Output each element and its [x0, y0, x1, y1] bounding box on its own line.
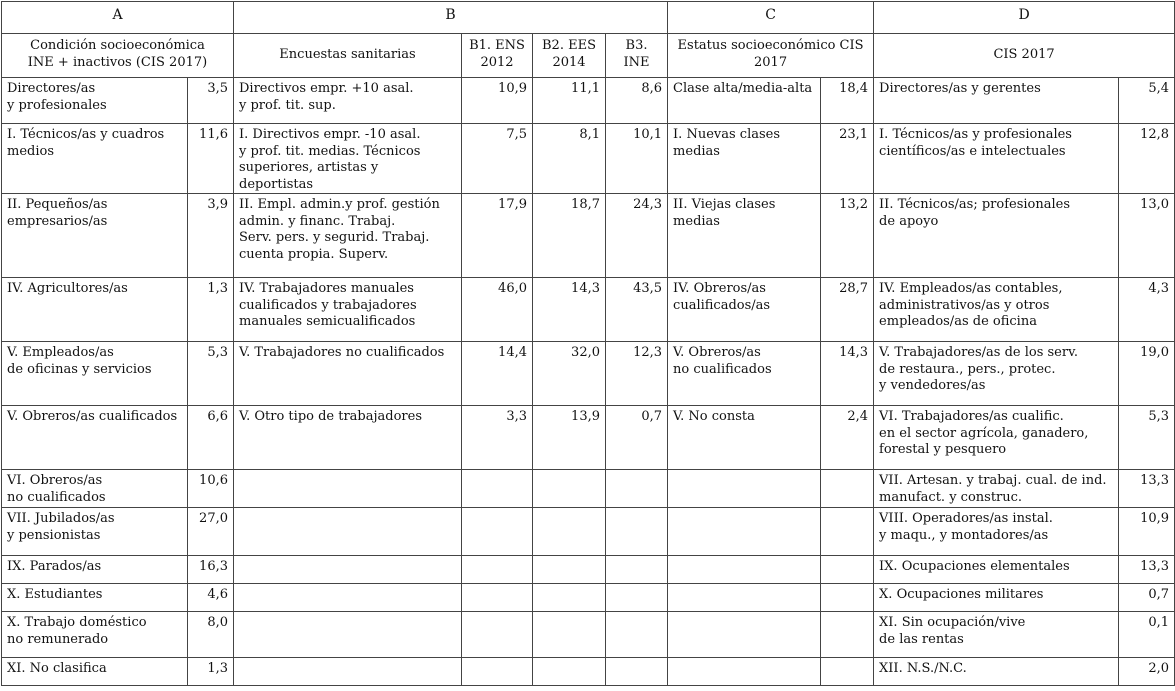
cell-d-value: 13,3	[1119, 556, 1175, 584]
table-row	[2, 556, 1175, 584]
cell-b-label: V. Otro tipo de trabajadores	[234, 406, 462, 470]
header-b1-ens-2012: B1. ENS 2012	[462, 34, 533, 78]
column-header-row	[2, 34, 1175, 78]
cell-c-value: 23,1	[821, 124, 874, 194]
cell-b1-value: 3,3	[462, 406, 533, 470]
header-condicion-socioeconomica: Condición socioeconómica INE + inactivos (CIS 2017)	[2, 34, 234, 78]
cell-b3-value: 0,7	[606, 406, 668, 470]
cell-b1-value: 14,4	[462, 342, 533, 406]
cell-b2-value	[533, 508, 606, 556]
cell-b-label	[234, 612, 462, 658]
cell-c-label: V. Obreros/as no cualificados	[668, 342, 821, 406]
cell-d-value: 19,0	[1119, 342, 1175, 406]
table-row	[2, 342, 1175, 406]
cell-b-label	[234, 584, 462, 612]
cell-c-value	[821, 584, 874, 612]
cell-b1-value	[462, 612, 533, 658]
cell-c-value: 18,4	[821, 78, 874, 124]
cell-b2-value: 32,0	[533, 342, 606, 406]
cell-a-value: 6,6	[188, 406, 234, 470]
cell-a-label: II. Pequeños/as empresarios/as	[2, 194, 188, 278]
cell-b1-value: 7,5	[462, 124, 533, 194]
cell-b1-value: 10,9	[462, 78, 533, 124]
table-row	[2, 194, 1175, 278]
cell-d-value: 12,8	[1119, 124, 1175, 194]
cell-a-label: IV. Agricultores/as	[2, 278, 188, 342]
cell-b2-value	[533, 612, 606, 658]
cell-d-label: VI. Trabajadores/as cualific. en el sector agrícola, ganadero, forestal y pesquero	[874, 406, 1119, 470]
cell-b-label: V. Trabajadores no cualificados	[234, 342, 462, 406]
header-estatus-socioeconomico: Estatus socioeconómico CIS 2017	[668, 34, 874, 78]
cell-a-label: I. Técnicos/as y cuadros medios	[2, 124, 188, 194]
cell-b2-value: 14,3	[533, 278, 606, 342]
cell-c-value: 2,4	[821, 406, 874, 470]
table-row	[2, 124, 1175, 194]
table-row	[2, 584, 1175, 612]
cell-a-value: 27,0	[188, 508, 234, 556]
cell-a-value: 3,5	[188, 78, 234, 124]
cell-b-label: Directivos empr. +10 asal. y prof. tit. sup.	[234, 78, 462, 124]
header-b3-ine: B3. INE	[606, 34, 668, 78]
cell-d-label: II. Técnicos/as; profesionales de apoyo	[874, 194, 1119, 278]
cell-b2-value: 18,7	[533, 194, 606, 278]
column-letter-c: C	[668, 2, 874, 34]
cell-d-label: X. Ocupaciones militares	[874, 584, 1119, 612]
socioeconomic-classification-table	[1, 1, 1175, 686]
cell-d-value: 4,3	[1119, 278, 1175, 342]
cell-a-value: 8,0	[188, 612, 234, 658]
cell-c-value	[821, 612, 874, 658]
cell-c-label	[668, 612, 821, 658]
table-row	[2, 470, 1175, 508]
cell-a-label: Directores/as y profesionales	[2, 78, 188, 124]
cell-b2-value	[533, 556, 606, 584]
cell-b3-value	[606, 612, 668, 658]
cell-b3-value	[606, 470, 668, 508]
cell-b-label	[234, 556, 462, 584]
header-cis-2017: CIS 2017	[874, 34, 1175, 78]
cell-c-label	[668, 470, 821, 508]
cell-d-label: IX. Ocupaciones elementales	[874, 556, 1119, 584]
cell-c-label: Clase alta/media-alta	[668, 78, 821, 124]
cell-d-label: VII. Artesan. y trabaj. cual. de ind. manufact. y construc.	[874, 470, 1119, 508]
header-b2-ees-2014: B2. EES 2014	[533, 34, 606, 78]
cell-b-label	[234, 470, 462, 508]
cell-d-label: XII. N.S./N.C.	[874, 658, 1119, 686]
cell-c-value	[821, 556, 874, 584]
cell-b3-value	[606, 556, 668, 584]
cell-b-label	[234, 658, 462, 686]
cell-b3-value: 10,1	[606, 124, 668, 194]
cell-b-label: I. Directivos empr. -10 asal. y prof. tit. medias. Técnicos superiores, artistas y deportistas	[234, 124, 462, 194]
cell-c-value	[821, 658, 874, 686]
cell-a-value: 1,3	[188, 658, 234, 686]
cell-d-label: XI. Sin ocupación/vive de las rentas	[874, 612, 1119, 658]
cell-b3-value	[606, 658, 668, 686]
cell-b-label: IV. Trabajadores manuales cualificados y trabajadores manuales semicualificados	[234, 278, 462, 342]
column-letter-row	[2, 2, 1175, 34]
cell-c-label	[668, 508, 821, 556]
cell-d-value: 0,7	[1119, 584, 1175, 612]
cell-b2-value	[533, 584, 606, 612]
cell-d-value: 10,9	[1119, 508, 1175, 556]
table-row	[2, 406, 1175, 470]
table-row	[2, 508, 1175, 556]
cell-a-label: V. Empleados/as de oficinas y servicios	[2, 342, 188, 406]
cell-b1-value: 17,9	[462, 194, 533, 278]
cell-b2-value: 13,9	[533, 406, 606, 470]
table-row	[2, 612, 1175, 658]
cell-b2-value: 8,1	[533, 124, 606, 194]
cell-d-label: V. Trabajadores/as de los serv. de restaura., pers., protec. y vendedores/as	[874, 342, 1119, 406]
cell-c-label	[668, 658, 821, 686]
cell-b2-value	[533, 658, 606, 686]
table-body	[2, 78, 1175, 686]
cell-a-label: VI. Obreros/as no cualificados	[2, 470, 188, 508]
cell-d-value: 5,3	[1119, 406, 1175, 470]
cell-c-value: 13,2	[821, 194, 874, 278]
cell-b1-value	[462, 584, 533, 612]
cell-a-label: X. Estudiantes	[2, 584, 188, 612]
cell-d-label: IV. Empleados/as contables, administrativos/as y otros empleados/as de oficina	[874, 278, 1119, 342]
cell-b1-value	[462, 658, 533, 686]
cell-d-value: 13,3	[1119, 470, 1175, 508]
header-encuestas-sanitarias: Encuestas sanitarias	[234, 34, 462, 78]
cell-a-label: XI. No clasifica	[2, 658, 188, 686]
cell-b1-value	[462, 556, 533, 584]
cell-c-label: I. Nuevas clases medias	[668, 124, 821, 194]
cell-d-label: Directores/as y gerentes	[874, 78, 1119, 124]
cell-d-value: 5,4	[1119, 78, 1175, 124]
cell-d-label: VIII. Operadores/as instal. y maqu., y montadores/as	[874, 508, 1119, 556]
cell-b1-value	[462, 470, 533, 508]
cell-b1-value	[462, 508, 533, 556]
cell-a-value: 10,6	[188, 470, 234, 508]
column-letter-a: A	[2, 2, 234, 34]
cell-a-label: VII. Jubilados/as y pensionistas	[2, 508, 188, 556]
cell-b3-value	[606, 584, 668, 612]
cell-c-value	[821, 508, 874, 556]
cell-a-label: V. Obreros/as cualificados	[2, 406, 188, 470]
cell-d-value: 13,0	[1119, 194, 1175, 278]
cell-b-label: II. Empl. admin.y prof. gestión admin. y financ. Trabaj. Serv. pers. y segurid. Trabaj. cuenta propia. Superv.	[234, 194, 462, 278]
cell-c-value: 28,7	[821, 278, 874, 342]
cell-b3-value	[606, 508, 668, 556]
cell-b3-value: 43,5	[606, 278, 668, 342]
cell-a-value: 11,6	[188, 124, 234, 194]
cell-a-value: 16,3	[188, 556, 234, 584]
cell-a-label: IX. Parados/as	[2, 556, 188, 584]
cell-c-label: II. Viejas clases medias	[668, 194, 821, 278]
cell-d-label: I. Técnicos/as y profesionales científicos/as e intelectuales	[874, 124, 1119, 194]
table-row	[2, 278, 1175, 342]
cell-a-value: 4,6	[188, 584, 234, 612]
column-letter-b: B	[234, 2, 668, 34]
cell-b2-value: 11,1	[533, 78, 606, 124]
cell-a-value: 3,9	[188, 194, 234, 278]
cell-c-value	[821, 470, 874, 508]
cell-d-value: 2,0	[1119, 658, 1175, 686]
cell-c-label: V. No consta	[668, 406, 821, 470]
cell-c-label	[668, 584, 821, 612]
cell-c-label	[668, 556, 821, 584]
column-letter-d: D	[874, 2, 1175, 34]
cell-b1-value: 46,0	[462, 278, 533, 342]
cell-c-label: IV. Obreros/as cualificados/as	[668, 278, 821, 342]
cell-b2-value	[533, 470, 606, 508]
cell-d-value: 0,1	[1119, 612, 1175, 658]
cell-b3-value: 12,3	[606, 342, 668, 406]
cell-a-value: 1,3	[188, 278, 234, 342]
cell-b-label	[234, 508, 462, 556]
table-row	[2, 78, 1175, 124]
cell-b3-value: 8,6	[606, 78, 668, 124]
cell-c-value: 14,3	[821, 342, 874, 406]
cell-a-label: X. Trabajo doméstico no remunerado	[2, 612, 188, 658]
cell-a-value: 5,3	[188, 342, 234, 406]
table-row	[2, 658, 1175, 686]
cell-b3-value: 24,3	[606, 194, 668, 278]
